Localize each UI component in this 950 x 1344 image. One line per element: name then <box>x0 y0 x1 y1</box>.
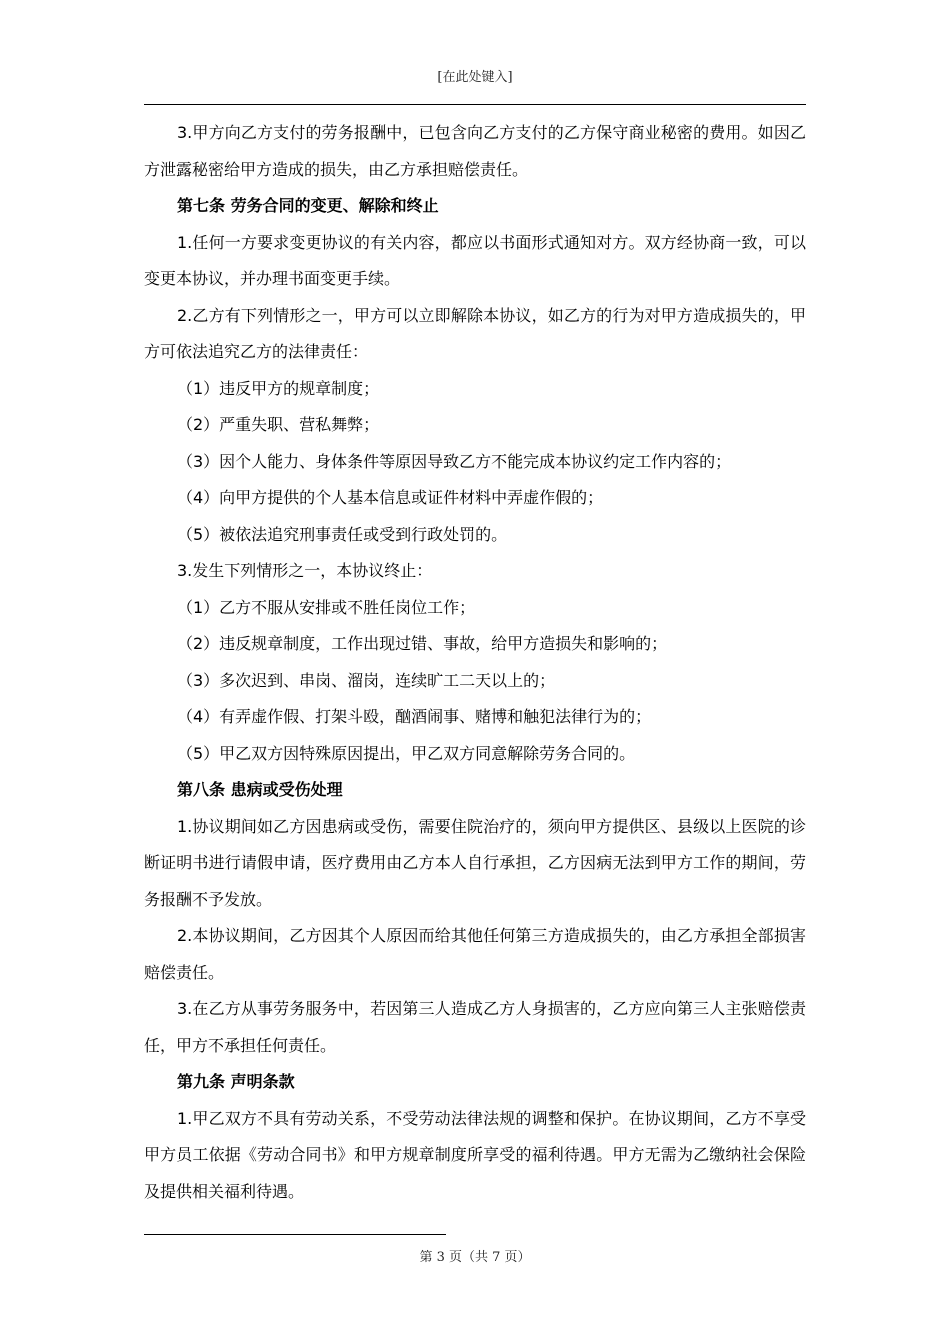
article-8-heading: 第八条 患病或受伤处理 <box>177 780 343 799</box>
article-8-clause-3: 3.在乙方从事劳务服务中，若因第三人造成乙方人身损害的，乙方应向第三人主张赔偿责任，甲方不承担任何责任。 <box>144 999 806 1055</box>
article-7-clause-1: 1.任何一方要求变更协议的有关内容，都应以书面形式通知对方。双方经协商一致，可以变更本协议，并办理书面变更手续。 <box>144 232 806 288</box>
list-item: （4）有弄虚作假、打架斗殴，酗酒闹事、赌博和触犯法律行为的； <box>177 707 652 726</box>
page-number: 第 3 页（共 7 页） <box>419 1250 531 1265</box>
list-item: （3）因个人能力、身体条件等原因导致乙方不能完成本协议约定工作内容的； <box>177 451 732 471</box>
document-body <box>144 115 806 1210</box>
article-8-clause-2: 2.本协议期间，乙方因其个人原因而给其他任何第三方造成损失的，由乙方承担全部损害赔偿责任。 <box>144 926 806 982</box>
list-item: （3）多次迟到、串岗、溜岗，连续旷工二天以上的； <box>177 670 556 690</box>
list-item: （4）向甲方提供的个人基本信息或证件材料中弄虚作假的； <box>177 488 604 507</box>
article-9-clause-1: 1.甲乙双方不具有劳动关系，不受劳动法律法规的调整和保护。在协议期间，乙方不享受甲方员工依据《劳动合同书》和甲方规章制度所享受的福利待遇。甲方无需为乙缴纳社会保险及提供相关福利待遇。 <box>144 1108 806 1201</box>
article-9-heading: 第九条 声明条款 <box>177 1072 295 1091</box>
article-8-clause-1: 1.协议期间如乙方因患病或受伤，需要住院治疗的，须向甲方提供区、县级以上医院的诊断证明书进行请假申请，医疗费用由乙方本人自行承担，乙方因病无法到甲方工作的期间，劳务报酬不予发放。 <box>144 816 806 909</box>
page-header: [在此处键入] <box>437 70 513 85</box>
confidentiality-fee-paragraph: 3.甲方向乙方支付的劳务报酬中，已包含向乙方支付的乙方保守商业秘密的费用。如因乙方泄露秘密给甲方造成的损失，由乙方承担赔偿责任。 <box>144 123 806 179</box>
list-item: （2）违反规章制度，工作出现过错、事故，给甲方造损失和影响的； <box>177 634 668 653</box>
article-7-heading: 第七条 劳务合同的变更、解除和终止 <box>177 196 439 215</box>
list-item: （1）乙方不服从安排或不胜任岗位工作； <box>177 597 476 617</box>
list-item: （2）严重失职、营私舞弊； <box>177 415 380 434</box>
list-item: （1）违反甲方的规章制度； <box>177 378 380 398</box>
list-item: （5）甲乙双方因特殊原因提出，甲乙双方同意解除劳务合同的。 <box>177 743 636 763</box>
article-7-clause-3: 3.发生下列情形之一，本协议终止： <box>177 561 433 580</box>
header-divider <box>144 104 806 105</box>
article-7-clause-2: 2.乙方有下列情形之一，甲方可以立即解除本协议，如乙方的行为对甲方造成损失的，甲方可依法追究乙方的法律责任： <box>144 305 806 361</box>
list-item: （5）被依法追究刑事责任或受到行政处罚的。 <box>177 524 508 544</box>
footer-divider <box>144 1234 446 1235</box>
